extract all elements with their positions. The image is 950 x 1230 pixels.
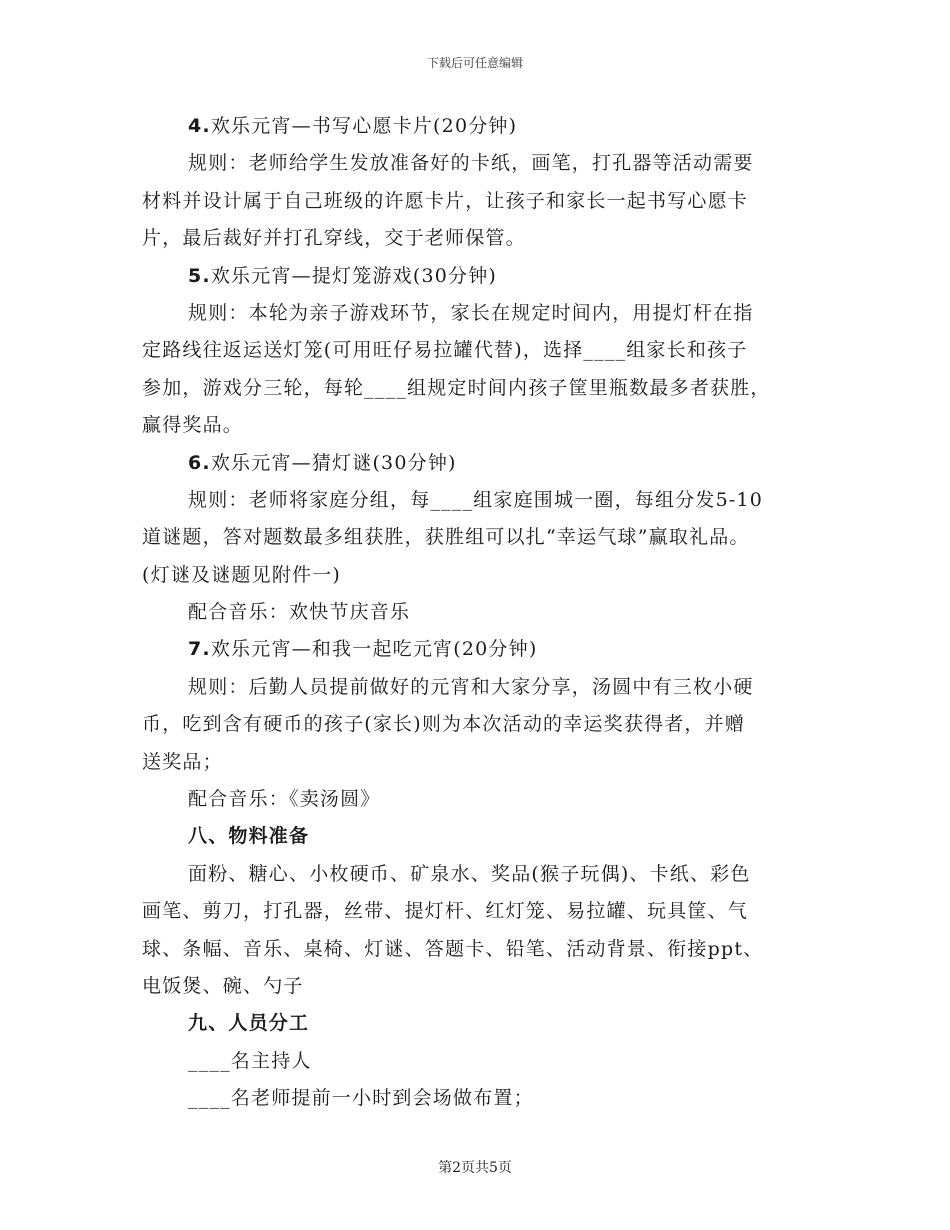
paragraph-line: 规则：本轮为亲子游戏环节，家长在规定时间内，用提灯杆在指	[188, 301, 754, 324]
paragraph-line: 定路线往返运送灯笼(可用旺仔易拉罐代替)，选择____组家长和孩子	[142, 339, 748, 362]
paragraph-line: 规则：老师给学生发放准备好的卡纸，画笔，打孔器等活动需要	[188, 152, 754, 175]
section-heading-materials: 八、物料准备	[188, 825, 310, 848]
section-number: 4.	[188, 115, 211, 137]
paragraph-line: 球、条幅、音乐、桌椅、灯谜、答题卡、铅笔、活动背景、衔接ppt、	[142, 937, 764, 960]
paragraph-line: 赢得奖品。	[142, 414, 244, 437]
paragraph-line: ____名老师提前一小时到会场做布置；	[188, 1087, 534, 1110]
section-heading-6	[142, 445, 822, 482]
paragraph-line: 道谜题，答对题数最多组获胜，获胜组可以扎“幸运气球”赢取礼品。	[142, 526, 750, 549]
section-number: 5.	[188, 264, 211, 287]
paragraph-line: 面粉、糖心、小枚硬币、矿泉水、奖品(猴子玩偶)、卡纸、彩色	[188, 862, 751, 885]
paragraph-line: 配合音乐：《卖汤圆》	[188, 788, 381, 811]
section-heading-5	[142, 258, 822, 295]
section-number: 6.	[188, 451, 211, 474]
paragraph-line: 材料并设计属于自己班级的许愿卡片，让孩子和家长一起书写心愿卡	[142, 189, 749, 212]
paragraph-line: 片，最后裁好并打孔穿线，交于老师保管。	[142, 227, 526, 250]
paragraph-line: 规则：后勤人员提前做好的元宵和大家分享，汤圆中有三枚小硬	[188, 675, 754, 698]
page-number: 第2页共5页	[438, 1160, 512, 1176]
paragraph-line: 配合音乐：欢快节庆音乐	[188, 601, 411, 624]
document-body	[142, 108, 822, 1118]
paragraph-line: 规则：老师将家庭分组，每____组家庭围城一圈，每组分发5-10	[188, 488, 764, 511]
paragraph-line: 画笔、剪刀，打孔器，丝带、提灯杆、红灯笼、易拉罐、玩具筐、气	[142, 900, 749, 923]
section-title: 欢乐元宵—和我一起吃元宵(20分钟)	[210, 638, 538, 661]
section-heading-7	[142, 631, 822, 668]
paragraph-line: 币，吃到含有硬币的孩子(家长)则为本次活动的幸运奖获得者，并赠	[142, 713, 746, 736]
header-note: 下载后可任意编辑	[426, 56, 523, 70]
section-heading-staffing: 九、人员分工	[188, 1012, 310, 1035]
paragraph-line: 电饭煲、碗、勺子	[142, 974, 304, 997]
section-number: 7.	[188, 638, 211, 661]
section-heading-4	[142, 108, 822, 145]
paragraph-line: ____名主持人	[188, 1049, 312, 1072]
paragraph-line: (灯谜及谜题见附件一)	[142, 563, 342, 586]
paragraph-line: 参加，游戏分三轮，每轮____组规定时间内孩子筐里瓶数最多者获胜，	[142, 376, 771, 399]
section-title: 欢乐元宵—提灯笼游戏(30分钟)	[210, 264, 498, 287]
paragraph-line: 送奖品；	[142, 750, 223, 773]
section-title: 欢乐元宵—猜灯谜(30分钟)	[210, 451, 457, 474]
section-title: 欢乐元宵—书写心愿卡片(20分钟)	[210, 115, 518, 137]
